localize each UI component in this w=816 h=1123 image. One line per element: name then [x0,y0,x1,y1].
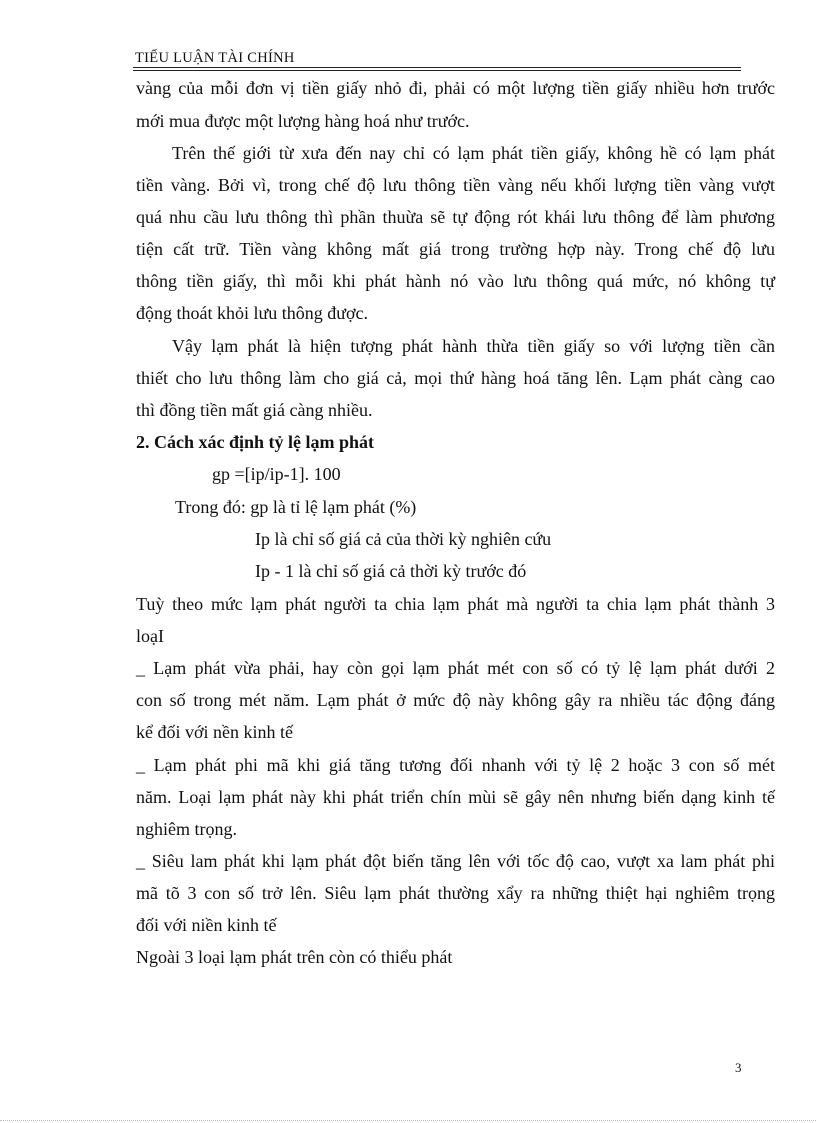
text-line: vàng của mỗi đơn vị tiền giấy nhỏ đi, phải có một lượng tiền giấy nhiều hơn trước [136,78,775,98]
list-item-line: năm. Loại lạm phát này khi phát triển chín mùi sẽ gây nên nhưng biến dạng kinh tế [136,787,775,807]
list-item-line: mã tõ 3 con số trở lên. Siêu lạm phát thường xẩy ra những thiệt hại nghiêm trọng [136,883,775,903]
list-item-line: _ Lạm phát phi mã khi giá tăng tương đối nhanh với tỷ lệ 2 hoặc 3 con số mét [136,755,775,775]
list-item-line: _ Lạm phát vừa phải, hay còn gọi lạm phát mét con số có tỷ lệ lạm phát dưới 2 [136,658,775,678]
header-rule-top [133,67,741,68]
header-title: TIỂU LUẬN TÀI CHÍNH [135,50,295,66]
text-line: tiện cất trữ. Tiền vàng không mất giá trong trường hợp này. Trong chế độ lưu [136,239,775,259]
list-item-line: nghiêm trọng. [136,819,237,839]
page-bottom-border [0,1120,816,1121]
text-line: loạI [136,626,164,646]
text-line: Ngoài 3 loại lạm phát trên còn có thiểu phát [136,947,453,967]
list-item-line: đối với niền kinh tế [136,915,277,935]
section-heading: 2. Cách xác định tỷ lệ lạm phát [136,432,375,452]
list-item-line: _ Siêu lam phát khi lạm phát đột biến tăng lên với tốc độ cao, vượt xa lam phát phi [136,851,775,871]
page-number: 3 [735,1060,742,1075]
text-line: thiết cho lưu thông làm cho giá cả, mọi thứ hàng hoá tăng lên. Lạm phát càng cao [136,368,775,388]
text-line: Trên thế giới từ xưa đến nay chỉ có lạm phát tiền giấy, không hề có lạm phát [172,143,775,163]
text-line: Ip là chỉ số giá cả của thời kỳ nghiên cứu [255,529,552,549]
list-item-line: con số trong mét năm. Lạm phát ở mức độ này không gây ra nhiều tác động đáng [136,690,775,710]
text-line: động thoát khỏi lưu thông được. [136,303,369,323]
text-line: Trong đó: gp là tỉ lệ lạm phát (%) [175,497,417,517]
formula: gp =[ip/ip-1]. 100 [212,464,341,484]
text-line: mới mua được một lượng hàng hoá như trước. [136,111,470,131]
text-line: quá nhu cầu lưu thông thì phần thuừa sẽ tự động rót khái lưu thông để làm phương [136,207,775,227]
text-line: thì đồng tiền mất giá càng nhiều. [136,400,373,420]
list-item-line: kể đối với nền kinh tế [136,722,293,742]
text-line: Tuỳ theo mức lạm phát người ta chia lạm phát mà người ta chia lạm phát thành 3 [136,594,775,614]
header-rule-bottom [133,70,741,71]
text-line: Ip - 1 là chỉ số giá cả thời kỳ trước đó [255,561,527,581]
text-line: thông tiền giấy, thì mỗi khi phát hành nó vào lưu thông quá mức, nó không tự [136,271,775,291]
text-line: Vậy lạm phát là hiện tượng phát hành thừa tiền giấy so với lượng tiền cần [172,336,775,356]
text-line: tiền vàng. Bởi vì, trong chế độ lưu thông tiền vàng nếu khối lượng tiền vàng vượt [136,175,775,195]
